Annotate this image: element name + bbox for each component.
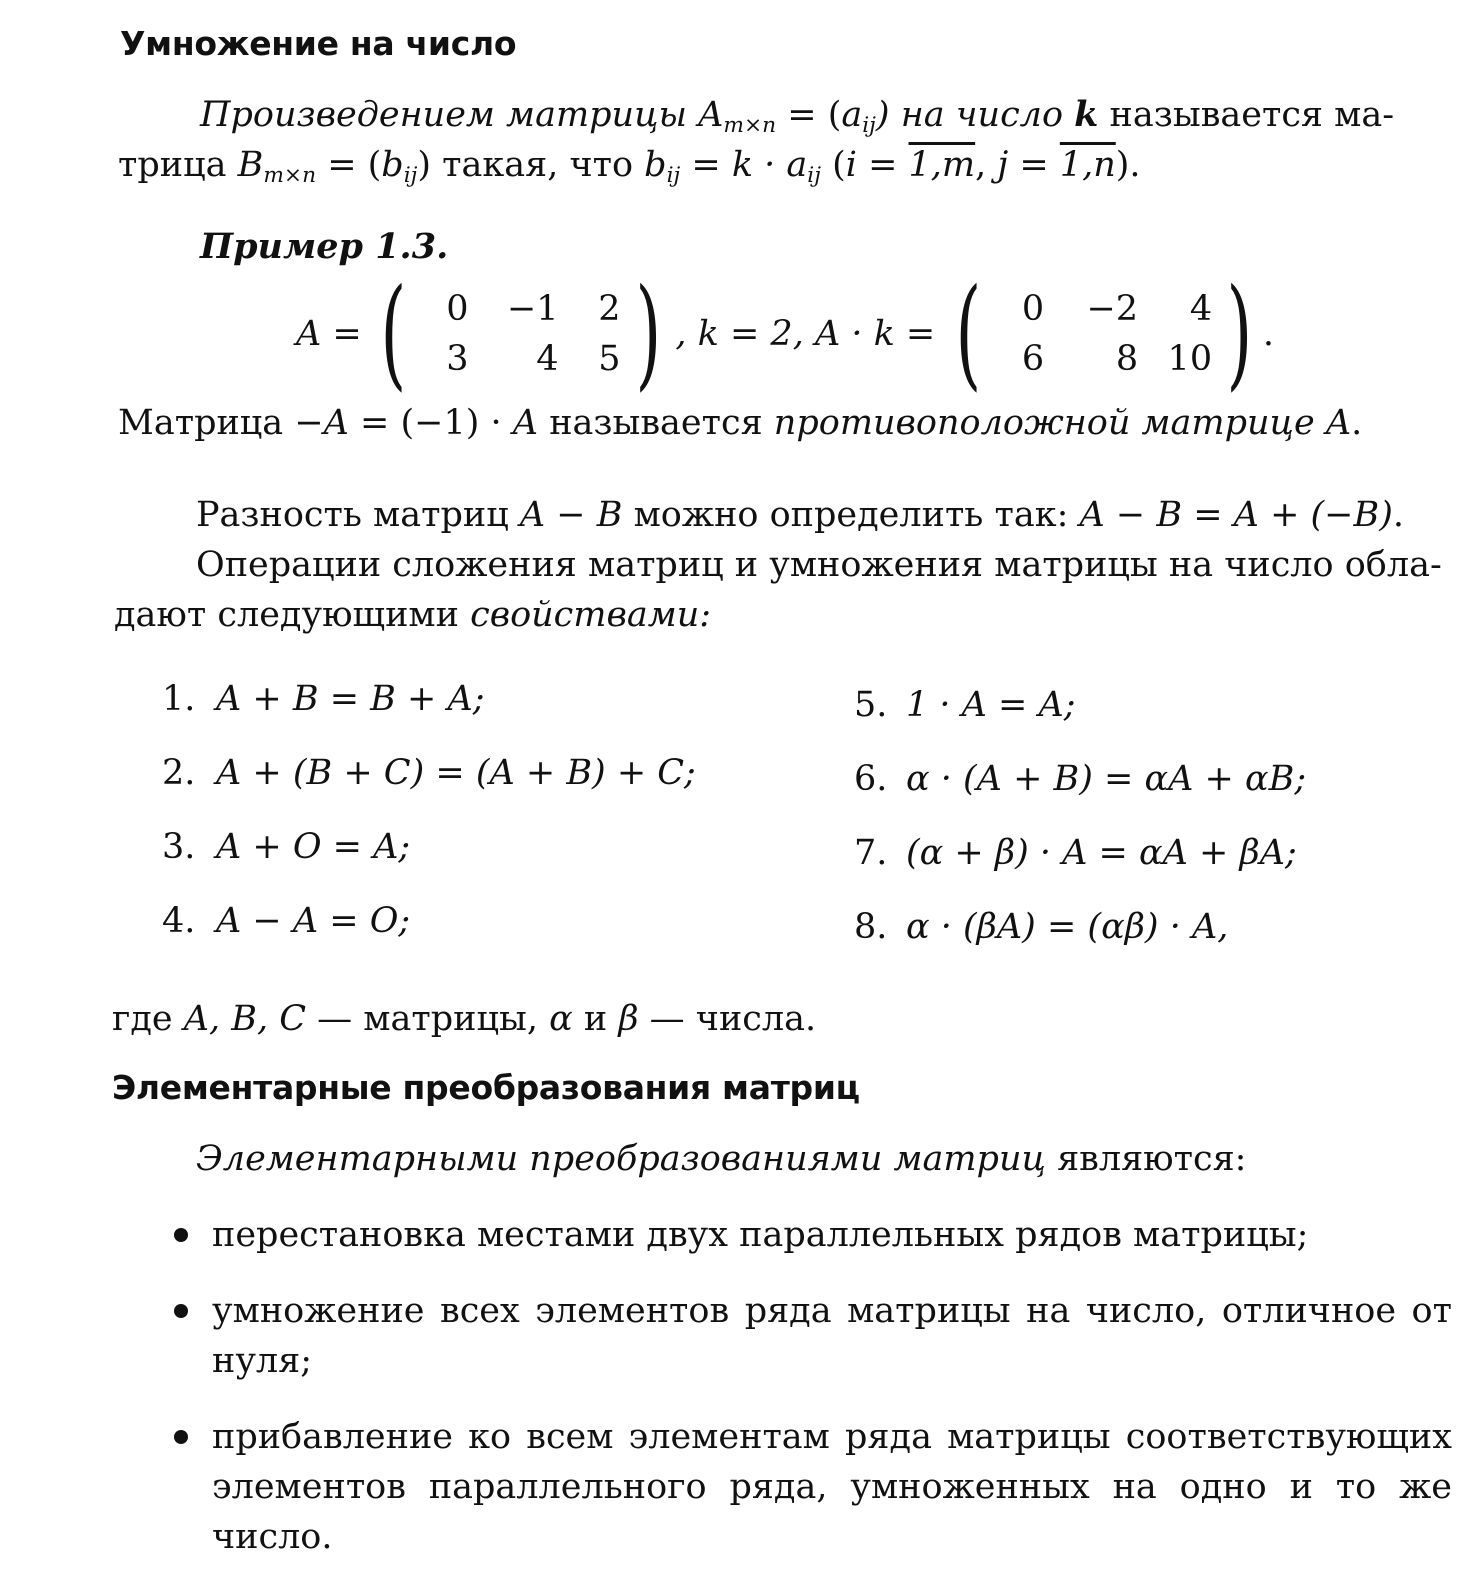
- math-symbol: A: [1325, 403, 1352, 443]
- matrix-cell: 4: [536, 339, 559, 379]
- text-run: =: [1008, 145, 1060, 185]
- math-symbol: a: [786, 145, 808, 185]
- text-run: Матрица: [118, 403, 295, 443]
- text-run: .: [1351, 403, 1363, 443]
- where-line: [112, 994, 816, 1044]
- definition-term: свойствами:: [470, 595, 712, 635]
- property-number: 3.: [162, 827, 196, 867]
- math-subscript: ij: [807, 163, 821, 189]
- text-run: называется ма-: [1098, 95, 1395, 135]
- property-number: 1.: [162, 679, 196, 719]
- matrix-cell: −2: [1086, 289, 1139, 329]
- matrix-cell: 3: [446, 339, 469, 379]
- math-run: −A: [294, 403, 349, 443]
- text-run: .: [1262, 314, 1275, 354]
- bullet-dot: [174, 1304, 188, 1318]
- text-run: — матрицы,: [306, 999, 550, 1039]
- matrix-cell: 4: [1189, 289, 1213, 329]
- text-run: ).: [1115, 145, 1141, 185]
- math-subscript: ij: [666, 163, 681, 189]
- bullet-item: умножение всех элементов ряда матрицы на число, отличное от нуля;: [212, 1291, 1452, 1381]
- property-number: 8.: [854, 907, 888, 947]
- definition-line-1: [200, 90, 1394, 140]
- elementary-intro: [196, 1134, 1246, 1184]
- definition-term: Произведением матрицы: [200, 95, 699, 135]
- matrix-cell: 10: [1167, 339, 1213, 379]
- right-paren: ): [635, 264, 661, 403]
- bullet-dot: [174, 1228, 188, 1242]
- math-run: , k = 2, A · k =: [675, 314, 936, 354]
- property-formula: A + O = A;: [216, 827, 411, 867]
- example-title: Пример 1.3.: [200, 226, 449, 267]
- math-run: A, B, C: [183, 999, 307, 1039]
- math-run: A − B: [519, 495, 623, 535]
- text-run: ) такая, что: [417, 145, 645, 185]
- text-run: где: [112, 999, 184, 1039]
- matrix-cell: 2: [598, 289, 621, 329]
- properties-intro-line-1: Операции сложения матриц и умножения матрицы на число обла-: [196, 545, 1442, 585]
- left-paren: (: [955, 264, 982, 403]
- math-symbol: b: [644, 145, 667, 185]
- math-symbol: β: [618, 999, 639, 1039]
- math-symbol: i: [845, 145, 857, 185]
- matrix-cell: 5: [598, 339, 621, 379]
- math-subscript: ij: [403, 163, 418, 189]
- bullet-item: прибавление ко всем элементам ряда матрицы соответствующих элементов параллельного ряда, умноженных на одно и то же число.: [212, 1417, 1452, 1557]
- text-run: = (−1) ·: [348, 403, 513, 443]
- matrix-cell: 0: [1021, 289, 1045, 329]
- text-run: = (: [316, 145, 382, 185]
- math-symbol: j: [997, 145, 1009, 185]
- text-run: являются:: [1045, 1139, 1247, 1179]
- section-heading-elementary-transformations: Элементарные преобразования матриц: [112, 1068, 860, 1107]
- text-run: и: [572, 999, 619, 1039]
- math-subscript: ij: [862, 113, 876, 139]
- matrix-cell: 6: [1021, 339, 1045, 379]
- definition-line-2: [118, 140, 1141, 190]
- property-number: 6.: [854, 759, 888, 799]
- index-range: 1,n: [1059, 145, 1116, 185]
- math-symbol: k: [1074, 94, 1099, 135]
- matrix-ak: [945, 264, 1263, 403]
- opposite-matrix-line: [118, 398, 1362, 448]
- matrix-ak-grid: [992, 282, 1216, 386]
- bullet-item: перестановка местами двух параллельных рядов матрицы;: [212, 1215, 1309, 1255]
- math-run: A − B = A + (−B): [1079, 495, 1393, 535]
- section-heading-multiplication: Умножение на число: [120, 24, 517, 63]
- property-formula: α · (βA) = (αβ) · A,: [906, 907, 1229, 947]
- matrix-cell: −1: [506, 289, 559, 329]
- property-formula: A − A = O;: [216, 901, 411, 941]
- text-run: =: [856, 145, 909, 185]
- matrix-a-grid: [417, 282, 625, 386]
- math-subscript: m×n: [723, 113, 777, 139]
- text-run: ,: [975, 145, 998, 185]
- text-run: .: [1392, 495, 1405, 535]
- difference-line: [196, 490, 1404, 540]
- math-run: A =: [296, 314, 362, 354]
- right-paren: ): [1226, 264, 1253, 403]
- math-symbol: A: [512, 403, 539, 443]
- text-run: дают следующими: [114, 595, 471, 635]
- math-symbol: B: [237, 145, 264, 185]
- math-symbol: b: [381, 145, 404, 185]
- matrix-a: [370, 264, 672, 403]
- example-formula: [296, 264, 1275, 403]
- math-subscript: m×n: [263, 163, 317, 189]
- math-symbol: a: [841, 95, 863, 135]
- math-symbol: α: [549, 999, 573, 1039]
- text-run: трица: [118, 145, 238, 185]
- text-run: можно определить так:: [622, 495, 1080, 535]
- property-number: 5.: [854, 685, 888, 725]
- left-paren: (: [380, 264, 407, 403]
- math-symbol: A: [698, 95, 724, 135]
- property-number: 2.: [162, 753, 196, 793]
- text-run: (: [820, 145, 846, 185]
- matrix-cell: 0: [446, 289, 469, 329]
- property-formula: (α + β) · A = αA + βA;: [906, 833, 1297, 873]
- definition-term: ) на число: [875, 95, 1075, 135]
- text-run: Разность матриц: [196, 495, 520, 535]
- property-formula: A + (B + C) = (A + B) + C;: [216, 753, 696, 793]
- text-run: = (: [776, 95, 842, 135]
- definition-term: Элементарными преобразованиями матриц: [196, 1139, 1046, 1179]
- property-number: 4.: [162, 901, 196, 941]
- properties-intro-line-2: [114, 590, 711, 640]
- definition-term: противоположной матрице: [773, 403, 1326, 443]
- bullet-dot: [174, 1430, 188, 1444]
- property-number: 7.: [854, 833, 888, 873]
- property-formula: A + B = B + A;: [216, 679, 485, 719]
- matrix-cell: 8: [1115, 339, 1139, 379]
- property-formula: 1 · A = A;: [906, 685, 1076, 725]
- text-run: называется: [538, 403, 774, 443]
- math-run: = k ·: [680, 145, 787, 185]
- text-run: — числа.: [638, 999, 817, 1039]
- index-range: 1,m: [908, 145, 976, 185]
- property-formula: α · (A + B) = αA + αB;: [906, 759, 1307, 799]
